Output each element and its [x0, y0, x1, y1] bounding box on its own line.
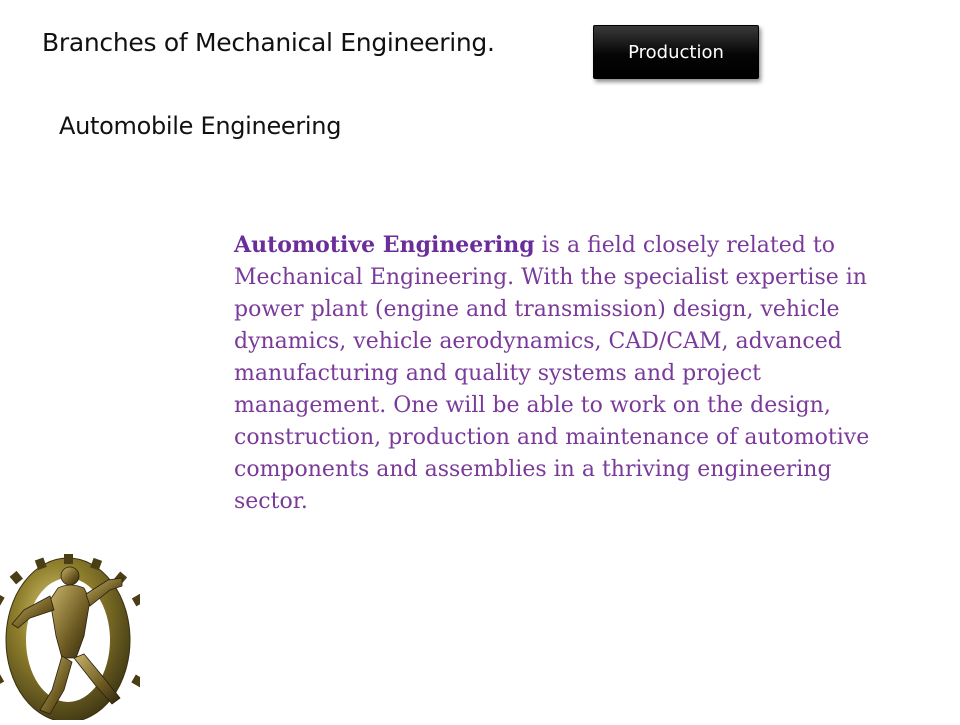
slide-title: Branches of Mechanical Engineering.: [42, 28, 495, 57]
body-text: is a field closely related to Mechanical Engineering. With the specialist expertise in power plant (engine and transmission) design, vehicle dynamics, vehicle aerodynamics, CAD/CAM, advanced manufacturing and quality systems and project management. One will be able to work on the design, construction, production and maintenance of automotive components and assemblies in a thriving engineering sector.: [234, 233, 870, 514]
body-paragraph: [234, 229, 894, 518]
section-heading: Automobile Engineering: [59, 112, 342, 140]
production-button-label: Production: [628, 41, 724, 63]
gear-man-emblem-icon: [0, 540, 140, 720]
body-term: Automotive Engineering: [234, 232, 535, 258]
production-button[interactable]: [593, 25, 759, 79]
